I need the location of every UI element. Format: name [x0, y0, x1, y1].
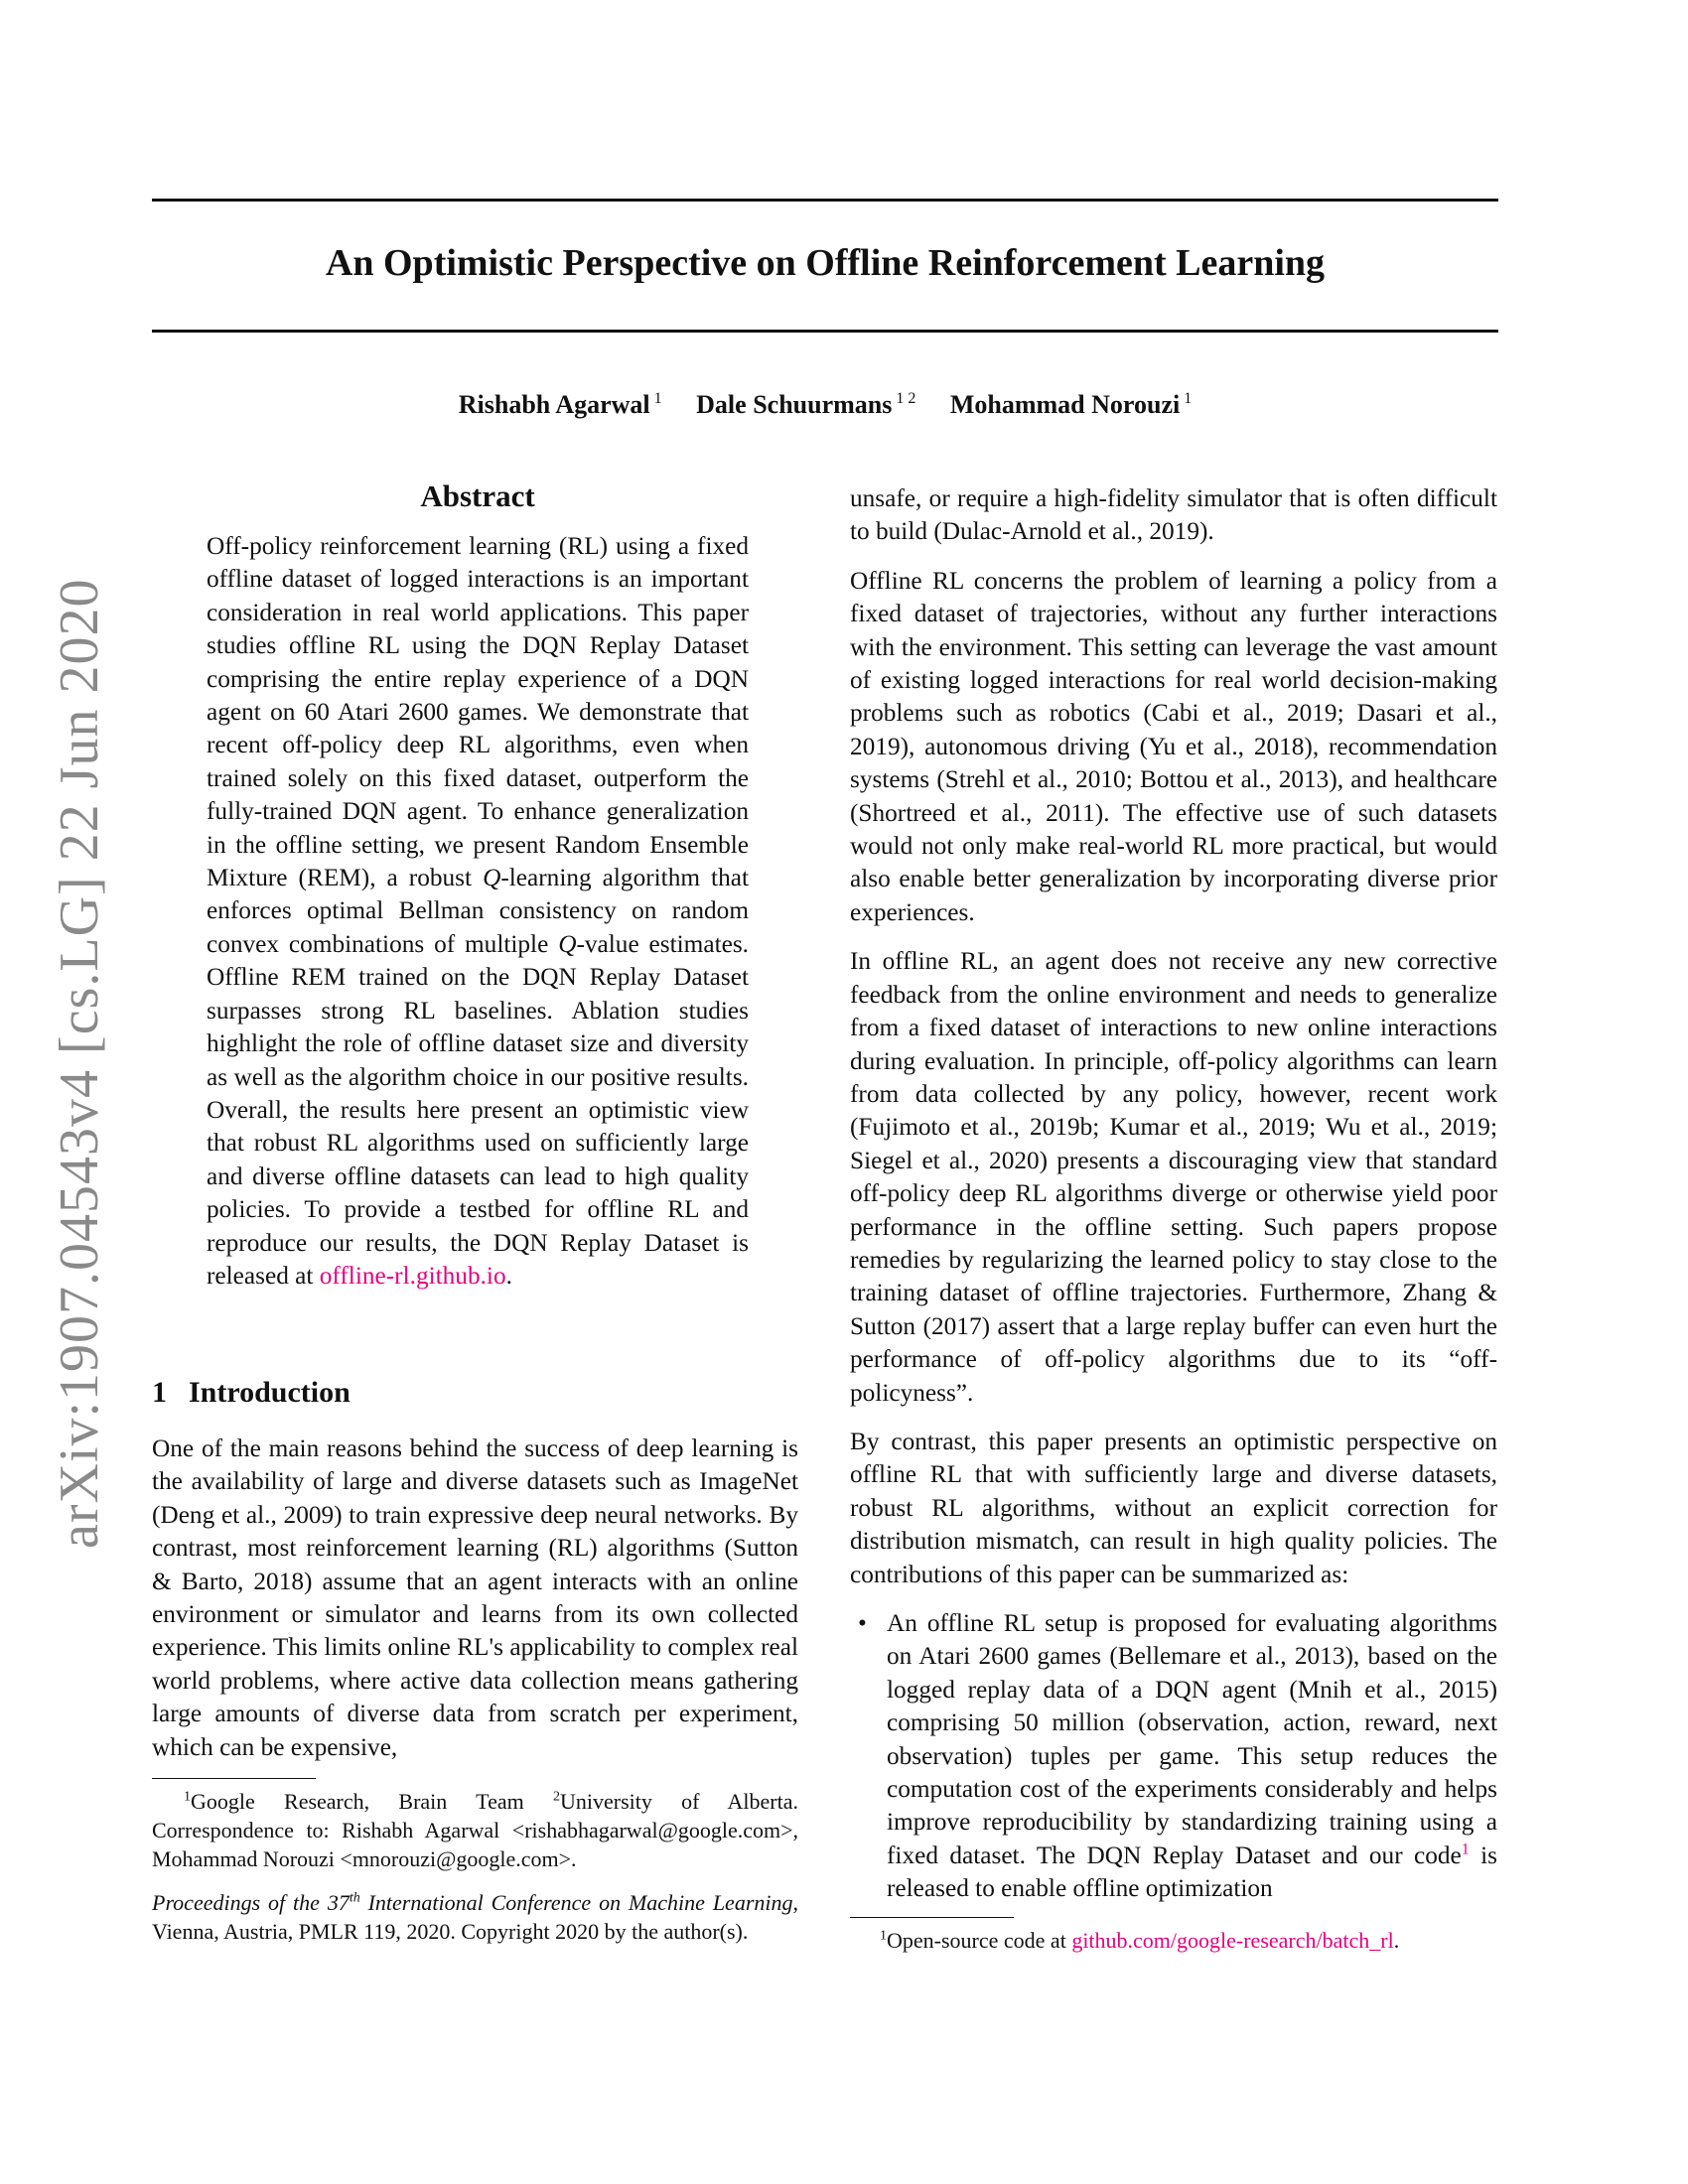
abstract-heading: Abstract [420, 478, 535, 513]
code-footnote: $^1$Open-source code at github.com/google-research/batch_rl. [880, 1928, 1400, 1953]
intro-paragraph: unsafe, or require a high-fidelity simulator that is often difficult to build (Dulac-Arnold et al., 2019). [850, 484, 1497, 546]
bullet-icon: • [858, 1609, 867, 1637]
author: Rishabh Agarwal $^1$ [458, 390, 662, 419]
title-rule-top [152, 199, 1498, 202]
abstract-text: Off-policy reinforcement learning (RL) using a fixed offline dataset of logged interactions is an important consideration in real world applications. This paper studies offline RL using the DQN Replay Dataset comprising the entire replay experience of a DQN agent on 60 Atari 2600 games. We demonstrate that recent off-policy deep RL algorithms, even when trained solely on this fixed dataset, outperform the fully-trained DQN agent. To enhance generalization in the offline setting, we present Random Ensemble Mixture (REM), a robust Q-learning algorithm that enforces optimal Bellman consistency on random convex combinations of multiple Q-value estimates. Offline REM trained on the DQN Replay Dataset surpasses strong RL baselines. Ablation studies highlight the role of offline dataset size and diversity as well as the algorithm choice in our positive results. Overall, the results here present an optimistic view that robust RL algorithms used on sufficiently large and diverse offline datasets can lead to high quality policies. To provide a testbed for offline RL and reproduce our results, the DQN Replay Dataset is released at offline-rl.github.io. [207, 532, 749, 1290]
contributions-list [850, 1607, 1497, 1906]
arxiv-stamp: arXiv:1907.04543v4 [cs.LG] 22 Jun 2020 [49, 578, 110, 1549]
author: Dale Schuurmans $^{1 2}$ [696, 390, 916, 419]
author: Mohammad Norouzi $^1$ [949, 390, 1193, 419]
affiliation-footnote: $^1$Google Research, Brain Team $^2$University of Alberta. Correspondence to: Rishabh Agarwal <rishabhagarwal@google.com>, Mohammad Norouzi <mnorouzi@google.com>. [152, 1789, 798, 1871]
intro-paragraph: Offline RL concerns the problem of learning a policy from a fixed dataset of trajectories, without any further interactions with the environment. This setting can leverage the vast amount of existing logged interactions for real world decision-making problems such as robotics (Cabi et al., 2019; Dasari et al., 2019), autonomous driving (Yu et al., 2018), recommendation systems (Strehl et al., 2010; Bottou et al., 2013), and healthcare (Shortreed et al., 2011). The effective use of such datasets would not only make real-world RL more practical, but would also enable better generalization by incorporating diverse prior experiences. [850, 566, 1497, 926]
section-heading-introduction: 1 Introduction [152, 1376, 351, 1409]
right-column [850, 482, 1497, 1906]
title-rule-bottom [152, 330, 1498, 333]
code-link[interactable]: github.com/google-research/batch_rl [1071, 1928, 1394, 1953]
intro-paragraph: One of the main reasons behind the success of deep learning is the availability of large and diverse datasets such as ImageNet (Deng et al., 2009) to train expressive deep neural networks. By contrast, most reinforcement learning (RL) algorithms (Sutton & Barto, 2018) assume that an agent interacts with an online environment or simulator and learns from its own collected experience. This limits online RL's applicability to complex real world problems, where active data collection means gathering large amounts of diverse data from scratch per experiment, which can be expensive, [152, 1434, 798, 1761]
intro-paragraph: In offline RL, an agent does not receive any new corrective feedback from the online environment and needs to generalize from a fixed dataset of interactions to new online interactions during evaluation. In principle, off-policy algorithms can learn from data collected by any policy, however, recent work (Fujimoto et al., 2019b; Kumar et al., 2019; Wu et al., 2019; Siegel et al., 2020) presents a discouraging view that standard off-policy deep RL algorithms diverge or otherwise yield poor performance in the offline setting. Such papers propose remedies by regularizing the learned policy to stay close to the training dataset of offline trajectories. Furthermore, Zhang & Sutton (2017) assert that a large replay buffer can even hurt the performance of off-policy algorithms due to its “off-policyness”. [850, 947, 1497, 1407]
footnote-rule [850, 1917, 1014, 1918]
proceedings-note: Proceedings of the 37th International Conference on Machine Learning, Vienna, Austria, PMLR 119, 2020. Copyright 2020 by the author(s). [152, 1890, 798, 1944]
list-item: • An offline RL setup is proposed for evaluating algorithms on Atari 2600 games (Bellemare et al., 2013), based on the logged replay data of a DQN agent (Mnih et al., 2015) comprising 50 million (observation, action, reward, next observation) tuples per game. This setup reduces the computation cost of the experiments considerably and helps improve reproducibility by standardizing training using a fixed dataset. The DQN Replay Dataset and our code$^1$ is released to enable offline optimization [858, 1609, 1498, 1903]
footnote-marker[interactable]: 1 [1461, 1841, 1470, 1858]
paper-title: An Optimistic Perspective on Offline Reinforcement Learning [325, 242, 1326, 284]
footnote-rule [152, 1778, 316, 1779]
author-list [152, 390, 1498, 420]
dataset-link[interactable]: offline-rl.github.io [319, 1261, 506, 1290]
intro-paragraph: By contrast, this paper presents an optimistic perspective on offline RL that with sufficiently large and diverse datasets, robust RL algorithms, without an explicit correction for distribution mismatch, can result in high quality policies. The contributions of this paper can be summarized as: [850, 1427, 1497, 1588]
